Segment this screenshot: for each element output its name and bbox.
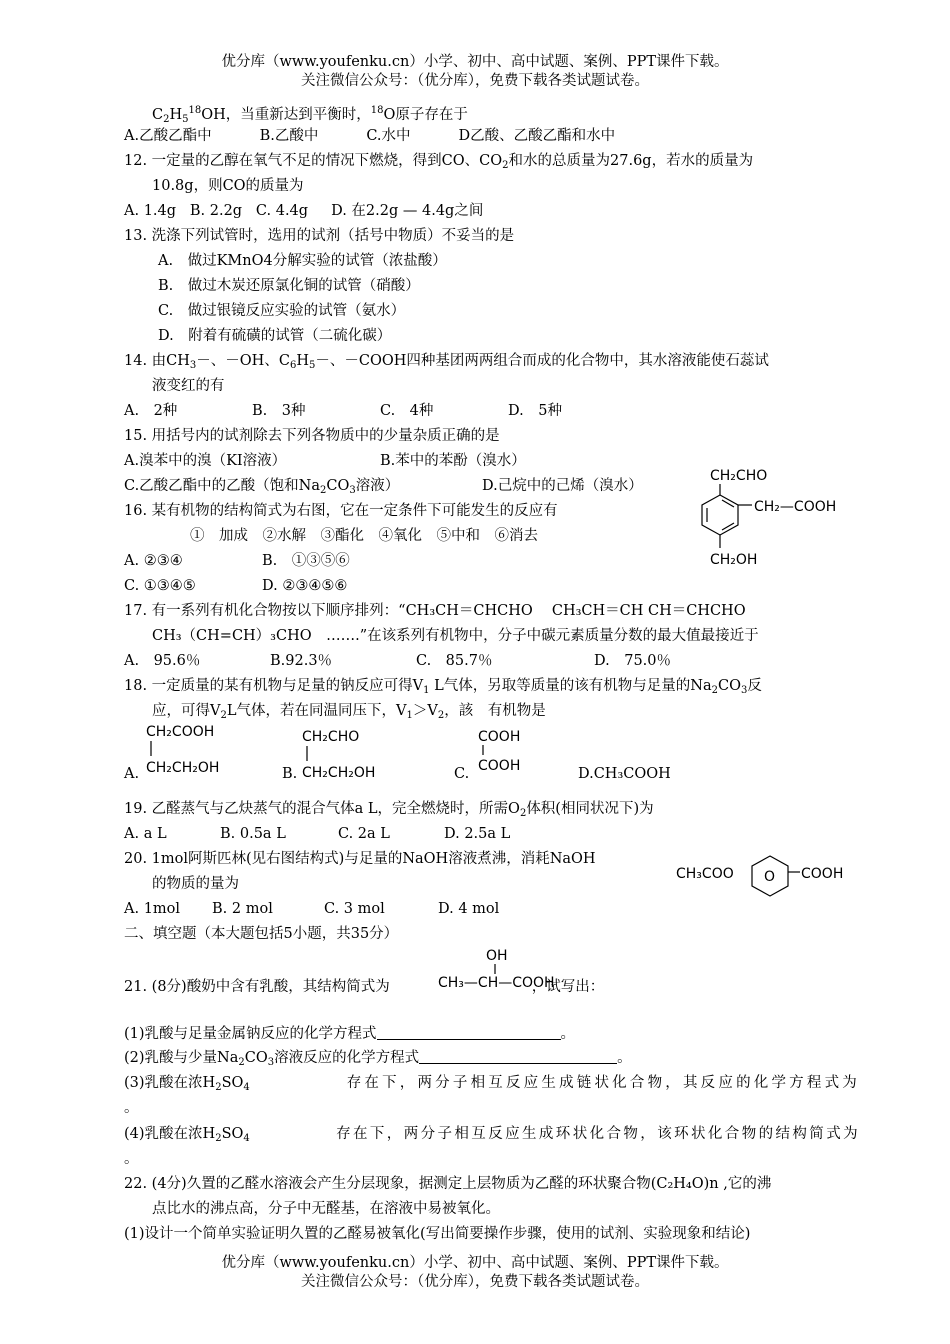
q19-option-a: A. a L (124, 826, 167, 842)
q16-option-d: D. ②③④⑤⑥ (262, 578, 348, 594)
q18-option-b-bottom: CH₂CH₂OH (302, 765, 376, 781)
q18-stem-line2: 应，可得$V_2L$气体，若在同温同压下，$V_1>V_2$，該 有机物是 (152, 703, 546, 721)
q20-struct-ring: O (764, 869, 776, 885)
q14-stem: 14. 由$CH_3-$、－OH、$C_6H_5-$、－COOH四种基团两两组合而成的化合物中，其水溶液能使石蕊试 (124, 353, 769, 371)
q11-option-b: B.乙酸中 (259, 128, 319, 144)
q21-part2-answer-blank[interactable] (419, 1049, 617, 1064)
q12-stem-line2: 10.8g，则CO的质量为 (152, 178, 304, 194)
q21-struct-oh: OH (486, 948, 508, 964)
q22-stem-line2: 点比水的沸点高，分子中无醛基，在溶液中易被氧化。 (152, 1201, 500, 1217)
q16-struct-right: CH₂—COOH (754, 499, 837, 515)
q15-option-a: A.溴苯中的溴（KI溶液） (124, 453, 287, 469)
q22-stem: 22. (4分)久置的乙醛水溶液会产生分层现象，据测定上层物质为乙醛的环状聚合物(C₂H₄O)n ,它的沸 (124, 1176, 772, 1192)
q13-option-d: D. 附着有硫磺的试管（二硫化碳） (158, 328, 392, 344)
q18-stem: 18. 一定质量的某有机物与足量的钠反应可得$V_1$ L气体，另取等质量的该有机物与足量的$Na_2CO_3$反 (124, 678, 762, 696)
q18-option-c-top: COOH (478, 729, 521, 745)
q12-stem: 12. 一定量的乙醇在氧气不足的情况下燃烧，得到CO、$CO_2$和水的总质量为27.6g，若水的质量为 (124, 153, 754, 171)
q12-option-a: A. 1.4g (124, 203, 177, 219)
q20-option-c: C. 3 mol (324, 901, 385, 917)
q18-option-c-label: C. (454, 766, 470, 782)
q14-stem-line2: 液变红的有 (152, 378, 225, 394)
q16-stem: 16. 某有机物的结构简式为右图，它在一定条件下可能发生的反应有 (124, 503, 558, 519)
q11-option-a: A.乙酸乙酯中 (124, 128, 212, 144)
q21-lactic-acid-structure (436, 944, 576, 996)
q18-option-b-structure (298, 725, 408, 783)
q12-option-d: D. 在2.2g — 4.4g之间 (331, 203, 484, 219)
q11-option-c: C.水中 (366, 128, 411, 144)
q20-option-a: A. 1mol (124, 901, 181, 917)
q19-stem: 19. 乙醛蒸气与乙炔蒸气的混合气体a L，完全燃烧时，所需$O_2$体积(相同状况下)为 (124, 801, 654, 819)
q15-stem: 15. 用括号内的试剂除去下列各物质中的少量杂质正确的是 (124, 428, 500, 444)
q20-option-d: D. 4 mol (438, 901, 500, 917)
q19-option-c: C. 2a L (338, 826, 390, 842)
q16-reactions: ① 加成 ②水解 ③酯化 ④氧化 ⑤中和 ⑥消去 (190, 528, 538, 544)
q14-option-c: C. 4种 (380, 403, 434, 419)
q11-option-d: D乙酸、乙酸乙酯和水中 (458, 128, 616, 144)
page-header-line1: 优分库（www.youfenku.cn）小学、初中、高中试题、案例、PPT课件下载。 (221, 54, 729, 70)
page-footer-line2: 关注微信公众号：（优分库），免费下载各类试题试卷。 (301, 1274, 649, 1290)
q19-option-d: D. 2.5a L (444, 826, 511, 842)
q15-option-b: B.苯中的苯酚（溴水） (380, 453, 526, 469)
q21-stem: 21. (8分)酸奶中含有乳酸，其结构简式为 ，试写出： (124, 979, 605, 995)
page-footer-line1: 优分库（www.youfenku.cn）小学、初中、高中试题、案例、PPT课件下载。 (221, 1255, 729, 1271)
q17-option-b: B.92.3％ (270, 653, 333, 669)
q13-option-b: B. 做过木炭还原氯化铜的试管（硝酸） (158, 278, 420, 294)
q21-struct-main: CH₃—CH—COOH (438, 975, 555, 991)
q16-option-b: B. ①③⑤⑥ (262, 553, 350, 569)
q18-option-d: D.CH₃COOH (578, 766, 671, 782)
q20-option-b: B. 2 mol (212, 901, 273, 917)
q20-structure-figure (674, 848, 864, 904)
q13-stem: 13. 洗涤下列试管时，选用的试剂（括号中物质）不妥当的是 (124, 228, 515, 244)
q21-part2: (2)乳酸与少量$Na_2CO_3$溶液反应的化学方程式 。 (124, 1050, 632, 1068)
q18-option-c-bottom: COOH (478, 758, 521, 774)
q20-struct-right: COOH (801, 866, 844, 882)
q19-option-b: B. 0.5a L (220, 826, 286, 842)
q17-stem: 17. 有一系列有机化合物按以下顺序排列：“CH₃CH＝CHCHO CH₃CH＝CH CH＝CHCHO (124, 603, 746, 619)
q16-option-c: C. ①③④⑤ (124, 578, 196, 594)
q18-option-b-label: B. (282, 766, 298, 782)
q17-option-c: C. 85.7％ (416, 653, 493, 669)
q20-stem: 20. 1mol阿斯匹林(见右图结构式)与足量的NaOH溶液煮沸，消耗NaOH (124, 851, 596, 867)
q14-option-a: A. 2种 (124, 403, 178, 419)
q12-options (124, 201, 483, 221)
q13-option-a: A. 做过KMnO4分解实验的试管（浓盐酸） (158, 253, 447, 269)
q20-stem-line2: 的物质的量为 (152, 876, 239, 892)
q15-option-d: D.己烷中的己烯（溴水） (482, 478, 643, 494)
q17-option-a: A. 95.6％ (124, 653, 201, 669)
q16-struct-top: CH₂CHO (710, 468, 768, 484)
q18-option-a-bottom: CH₂CH₂OH (146, 760, 220, 776)
q11-continuation: $C_2H_5^{18}OH$，当重新达到平衡时，$^{18}$O原子存在于 (152, 105, 468, 125)
q13-option-c: C. 做过银镜反应实验的试管（氨水） (158, 303, 406, 319)
q18-option-a-label: A. (124, 766, 140, 782)
q18-option-a-structure (142, 720, 252, 778)
q11-options (124, 126, 615, 146)
q20-struct-left: CH₃COO (676, 866, 734, 882)
q12-option-b: B. 2.2g (189, 203, 243, 219)
q16-struct-bottom: CH₂OH (710, 552, 758, 568)
q21-part4-end: 。 (124, 1151, 139, 1167)
section-2-heading: 二、填空题（本大题包括5小题，共35分） (124, 926, 399, 942)
page-header-line2: 关注微信公众号：（优分库），免费下载各类试题试卷。 (301, 73, 649, 89)
q21-part3-end: 。 (124, 1100, 139, 1116)
q21-part1: (1)乳酸与足量金属钠反应的化学方程式 。 (124, 1026, 576, 1042)
q18-option-b-top: CH₂CHO (302, 729, 360, 745)
q17-option-d: D. 75.0％ (594, 653, 672, 669)
q21-part3: (3)乳酸在浓$H_2SO_4$ 存在下，两分子相互反应生成链状化合物，其反应的化学方程式为 (124, 1075, 860, 1093)
q22-part1: (1)设计一个简单实验证明久置的乙醛易被氧化(写出简要操作步骤，使用的试剂、实验现象和结论) (124, 1226, 751, 1242)
q21-part4: (4)乳酸在浓$H_2SO_4$ 存在下，两分子相互反应生成环状化合物，该环状化合物的结构简式为 (124, 1126, 860, 1144)
q12-option-c: C. 4.4g (255, 203, 309, 219)
q14-option-b: B. 3种 (252, 403, 306, 419)
q16-option-a: A. ②③④ (124, 553, 183, 569)
q15-option-c: C.乙酸乙酯中的乙酸（饱和$Na_2CO_3$溶液） (124, 478, 400, 496)
q21-part1-answer-blank[interactable] (377, 1025, 561, 1040)
q16-structure-figure (692, 462, 872, 572)
q18-option-a-top: CH₂COOH (146, 724, 215, 740)
q17-stem-line2: CH₃（CH=CH）₃CHO …….”在该系列有机物中，分子中碳元素质量分数的最大值最接近于 (152, 628, 759, 644)
q18-option-c-structure (474, 725, 544, 777)
q14-option-d: D. 5种 (508, 403, 562, 419)
